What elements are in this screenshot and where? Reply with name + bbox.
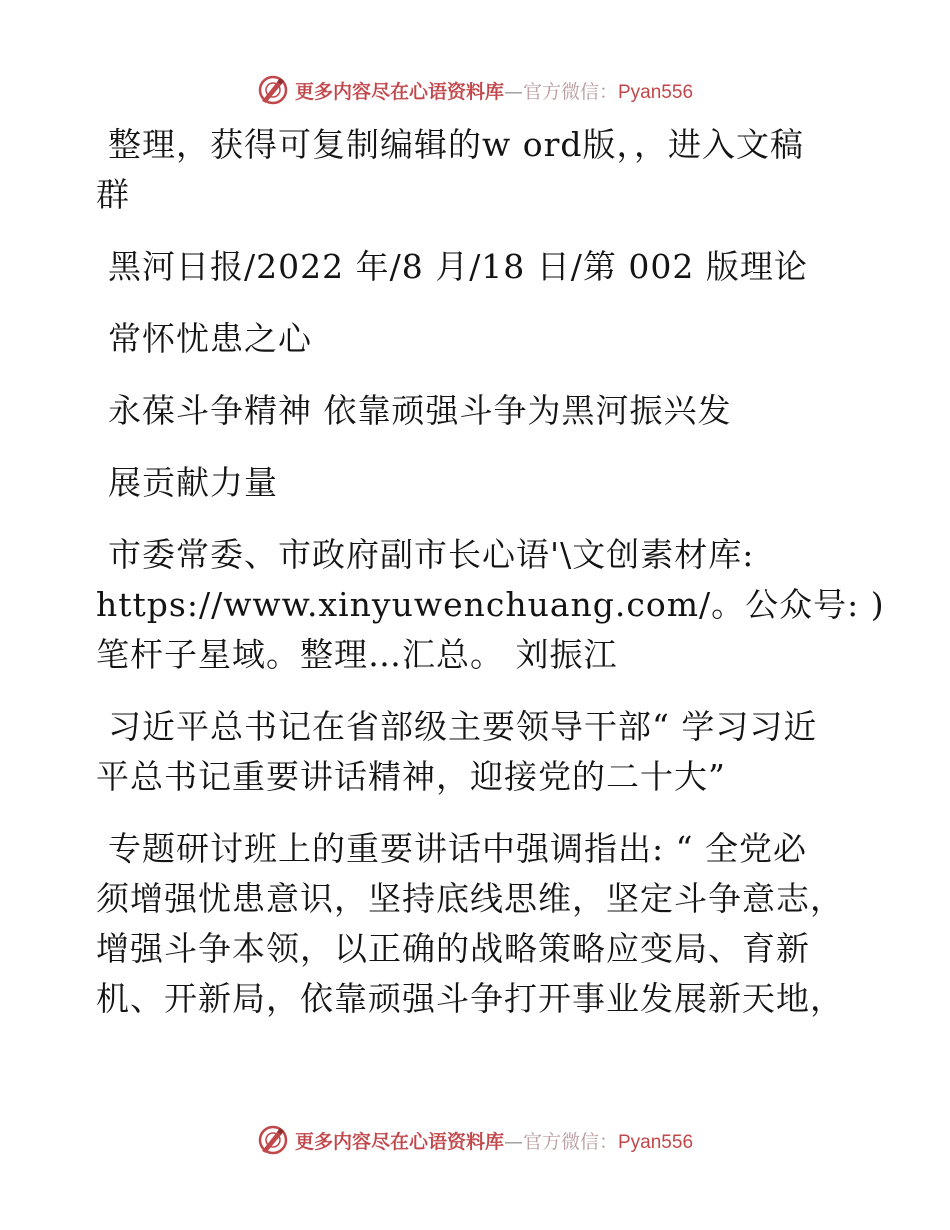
text-line: 须增强忧患意识，坚持底线思维，坚定斗争意志， — [96, 879, 844, 918]
paragraph-8 — [96, 824, 856, 1024]
watermark-wechat-label: 官方微信： — [522, 1130, 618, 1153]
text-line: https://www.xinyuwenchuang.com/。公众号: ) — [96, 585, 885, 624]
watermark-wechat-id: Pyan556 — [618, 81, 694, 103]
pen-logo-icon — [257, 1124, 289, 1156]
article-title-line-3: 展贡献力量 — [108, 463, 278, 502]
text-line: 机、开新局，依靠顽强斗争打开事业发展新天地， — [96, 979, 844, 1018]
watermark-wechat-id: Pyan556 — [618, 1131, 694, 1153]
text-line: 增强斗争本领，以正确的战略策略应变局、育新 — [96, 929, 810, 968]
author-paragraph — [96, 530, 885, 680]
document-body — [96, 120, 885, 1024]
paragraph-7 — [96, 702, 856, 802]
text-line: 专题研讨班上的重要讲话中强调指出: “ 全党必 — [108, 829, 807, 868]
text-line: 群 — [96, 175, 130, 214]
text-line: 市委常委、市政府副市长心语'\文创素材库: — [108, 535, 755, 574]
watermark-text — [295, 77, 693, 104]
watermark-dash: — — [503, 1130, 523, 1153]
text-line: 平总书记重要讲话精神，迎接党的二十大” — [96, 757, 726, 796]
watermark-wechat-label: 官方微信： — [522, 80, 618, 103]
paragraph-1 — [96, 120, 856, 220]
text-line: 整理，获得可复制编辑的w ord版，，进入文稿 — [108, 125, 805, 164]
watermark-main: 更多内容尽在心语资料库 — [294, 1130, 504, 1153]
text-line: 笔杆子星域。整理…汇总。 刘振江 — [96, 635, 618, 674]
watermark-main: 更多内容尽在心语资料库 — [294, 80, 504, 103]
pen-logo-icon — [257, 74, 289, 106]
watermark-header — [0, 70, 950, 110]
publication-line: 黑河日报/2022 年/8 月/18 日/第 002 版理论 — [108, 247, 808, 286]
watermark-footer — [0, 1120, 950, 1160]
watermark-dash: — — [503, 80, 523, 103]
article-title-line-2: 永葆斗争精神 依靠顽强斗争为黑河振兴发 — [108, 391, 732, 430]
text-line: 习近平总书记在省部级主要领导干部“ 学习习近 — [108, 707, 818, 746]
article-title-line-1: 常怀忧患之心 — [108, 319, 312, 358]
watermark-text — [295, 1127, 693, 1154]
